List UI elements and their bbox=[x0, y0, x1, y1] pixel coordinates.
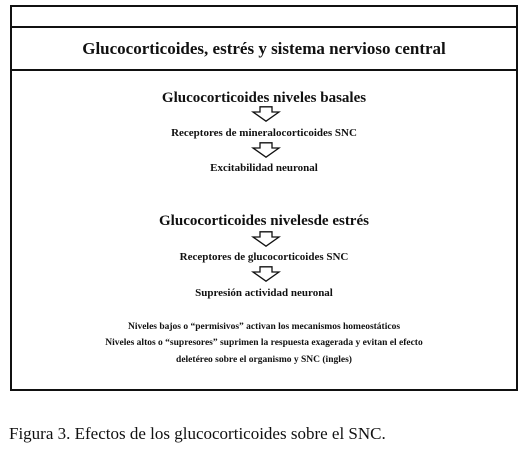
hollow-down-arrow-icon bbox=[251, 231, 281, 247]
hollow-down-arrow-icon bbox=[251, 266, 281, 282]
stress-receptor: Receptores de glucocorticoides SNC bbox=[179, 251, 349, 263]
basal-receptor: Receptores de mineralocorticoides SNC bbox=[171, 127, 357, 139]
diagram-frame bbox=[10, 5, 518, 391]
note-line: Niveles bajos o “permisivos” activan los mecanismos homeostáticos bbox=[127, 322, 401, 332]
basal-heading: Glucocorticoides niveles basales bbox=[161, 90, 367, 106]
hollow-down-arrow-icon bbox=[251, 106, 281, 122]
basal-effect: Excitabilidad neuronal bbox=[210, 162, 318, 174]
stress-effect: Supresión actividad neuronal bbox=[195, 287, 333, 299]
title-box bbox=[12, 26, 516, 71]
stress-heading: Glucocorticoides nivelesde estrés bbox=[159, 213, 369, 229]
hollow-down-arrow-icon bbox=[251, 142, 281, 158]
note-line: deletéreo sobre el organismo y SNC (ingles) bbox=[176, 355, 352, 365]
note-line: Niveles altos o “supresores” suprimen la respuesta exagerada y evitan el efecto bbox=[105, 338, 423, 348]
figure-caption: Figura 3. Efectos de los glucocorticoides sobre el SNC. bbox=[9, 424, 386, 443]
diagram-title: Glucocorticoides, estrés y sistema nervioso central bbox=[82, 38, 446, 58]
